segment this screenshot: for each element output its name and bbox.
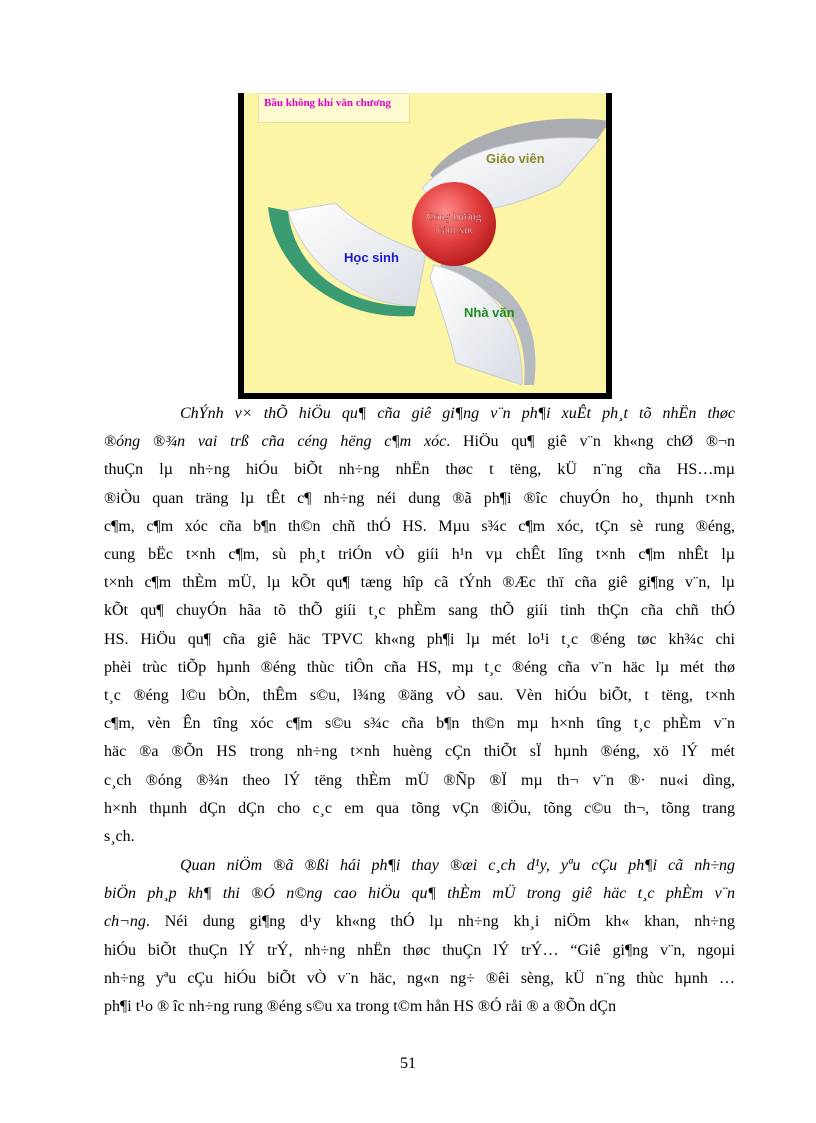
text-segment: cung bËc t×nh c¶m, sù ph¸t triÓn vÒ giíi h¹n vµ chÊt lîng t×nh c¶m nhÊt lµ	[104, 546, 735, 563]
figure-frame	[238, 93, 612, 399]
text-line	[180, 855, 735, 877]
text-segment: biÖn ph¸p kh¶ thi ®Ó n©ng cao hiÖu qu¶ thÈm mÜ trong giê häc t¸c phÈm v¨n	[104, 885, 735, 903]
text-segment: kÕt qu¶ chuyÓn hãa tõ thÕ giíi t¸c phÈm sang thÕ giíi tinh thÇn cña chñ thÓ	[104, 602, 735, 620]
text-segment: h×nh thµnh dÇn dÇn cho c¸c em qua tõng vÇn ®iÖu, tõng c©u th¬, tõng trang	[104, 799, 735, 817]
text-segment: phèi trùc tiÕp hµnh ®éng thùc tiÔn cña HS, mµ t¸c ®éng cña v¨n häc lµ mét thø	[104, 658, 735, 676]
text-line	[104, 741, 735, 763]
text-segment: c¶m, c¶m xóc cña b¶n th©n chñ thÓ HS. Mµu s¾c c¶m xóc, tÇn sè rung ®éng,	[104, 517, 735, 535]
teacher-label: Giáo viên	[486, 151, 545, 166]
text-line	[104, 798, 735, 820]
text-segment: ®iÒu quan träng lµ tÊt c¶ nh÷ng néi dung ®ã ph¶i ®îc chuyÓn ho¸ thµnh t×nh	[104, 489, 735, 507]
center-label-line1: Cộng hưởng	[426, 211, 482, 223]
text-line	[104, 544, 735, 566]
text-line	[104, 459, 735, 481]
text-line	[104, 968, 735, 990]
text-line	[104, 713, 735, 735]
text-segment: . HiÖu qu¶ giê v¨n kh«ng chØ ®¬n	[446, 433, 735, 451]
writer-wing	[430, 265, 522, 385]
text-segment: nh÷ng yªu cÇu hiÓu biÕt vÒ v¨n häc, ng«n ng÷ ®êi sèng, kÜ n¨ng thùc hµnh …	[104, 969, 735, 987]
center-label-line2: cảm xúc	[437, 224, 475, 236]
text-line	[104, 516, 735, 538]
text-segment: ph¶i t¹o ® îc nh÷ng rung ®éng s©u xa trong t©m hån HS ®Ó råi ® a ®Õn dÇn	[104, 998, 617, 1015]
writer-label: Nhà văn	[464, 305, 515, 320]
text-segment: ch¬ng	[104, 913, 146, 931]
text-segment: c¶m, vèn Ên tîng xóc c¶m s©u s¾c cña b¶n th©n mµ h×nh tîng t¸c phÈm v¨n	[104, 715, 735, 733]
emotional-resonance-diagram	[244, 93, 606, 393]
text-segment: c¸ch ®óng ®¾n theo lÝ tëng thÈm mÜ ®Ñp ®Ï mµ th¬ v¨n ®· nu«i dìng,	[104, 771, 735, 789]
text-line	[104, 826, 735, 848]
text-line	[104, 911, 735, 933]
text-line	[104, 431, 735, 453]
text-segment: thuÇn lµ nh÷ng hiÓu biÕt nh÷ng nhËn thøc t tëng, kÜ n¨ng cña HS…mµ	[104, 461, 735, 479]
page-number: 51	[400, 1055, 416, 1072]
text-segment: hiÓu biÕt thuÇn lÝ trÝ, nh÷ng nhËn thøc thuÇn lÝ trÝ… “Giê gi¶ng v¨n, ngoµi	[104, 941, 735, 959]
text-line	[104, 883, 735, 905]
figure-title: Bầu không khí văn chương	[264, 97, 392, 109]
text-segment: t¸c ®éng l©u bÒn, thÊm s©u, l¾ng ®äng vÒ sau. Vèn hiÓu biÕt, t tëng, t×nh	[104, 687, 735, 704]
text-segment: häc ®a ®Õn HS trong nh÷ng t×nh huèng cÇn thiÕt sÏ hµnh ®éng, xö lÝ mét	[104, 743, 735, 761]
text-segment: . Néi dung gi¶ng d¹y kh«ng thÓ lµ nh÷ng kh¸i niÖm kh« khan, nh÷ng	[145, 913, 735, 931]
text-segment: t×nh c¶m thÈm mÜ, lµ kÕt qu¶ tæng hîp cã tÝnh ®Æc thï cña giê gi¶ng v¨n, lµ	[104, 574, 735, 592]
text-segment: s¸ch.	[104, 828, 135, 845]
text-line	[104, 996, 735, 1018]
text-line	[104, 572, 735, 594]
text-line	[104, 629, 735, 651]
text-segment: ®óng ®¾n vai trß cña céng hëng c¶m xóc	[104, 433, 447, 451]
text-line	[104, 940, 735, 962]
text-line	[180, 403, 735, 425]
text-segment: ChÝnh v× thÕ hiÖu qu¶ cña giê gi¶ng v¨n ph¶i xuÊt ph¸t tõ nhËn thøc	[180, 405, 735, 422]
text-line	[104, 685, 735, 707]
text-segment: Quan niÖm ®ã ®ßi hái ph¶i thay ®æi c¸ch d¹y, yªu cÇu ph¶i cã nh÷ng	[180, 857, 735, 874]
student-label: Học sinh	[344, 250, 399, 265]
text-line	[104, 770, 735, 792]
text-line	[104, 488, 735, 510]
text-line	[104, 657, 735, 679]
diagram-canvas	[244, 93, 606, 393]
text-line	[104, 600, 735, 622]
text-segment: HS. HiÖu qu¶ cña giê häc TPVC kh«ng ph¶i lµ mét lo¹i t¸c ®éng tøc kh¾c chi	[104, 630, 735, 648]
